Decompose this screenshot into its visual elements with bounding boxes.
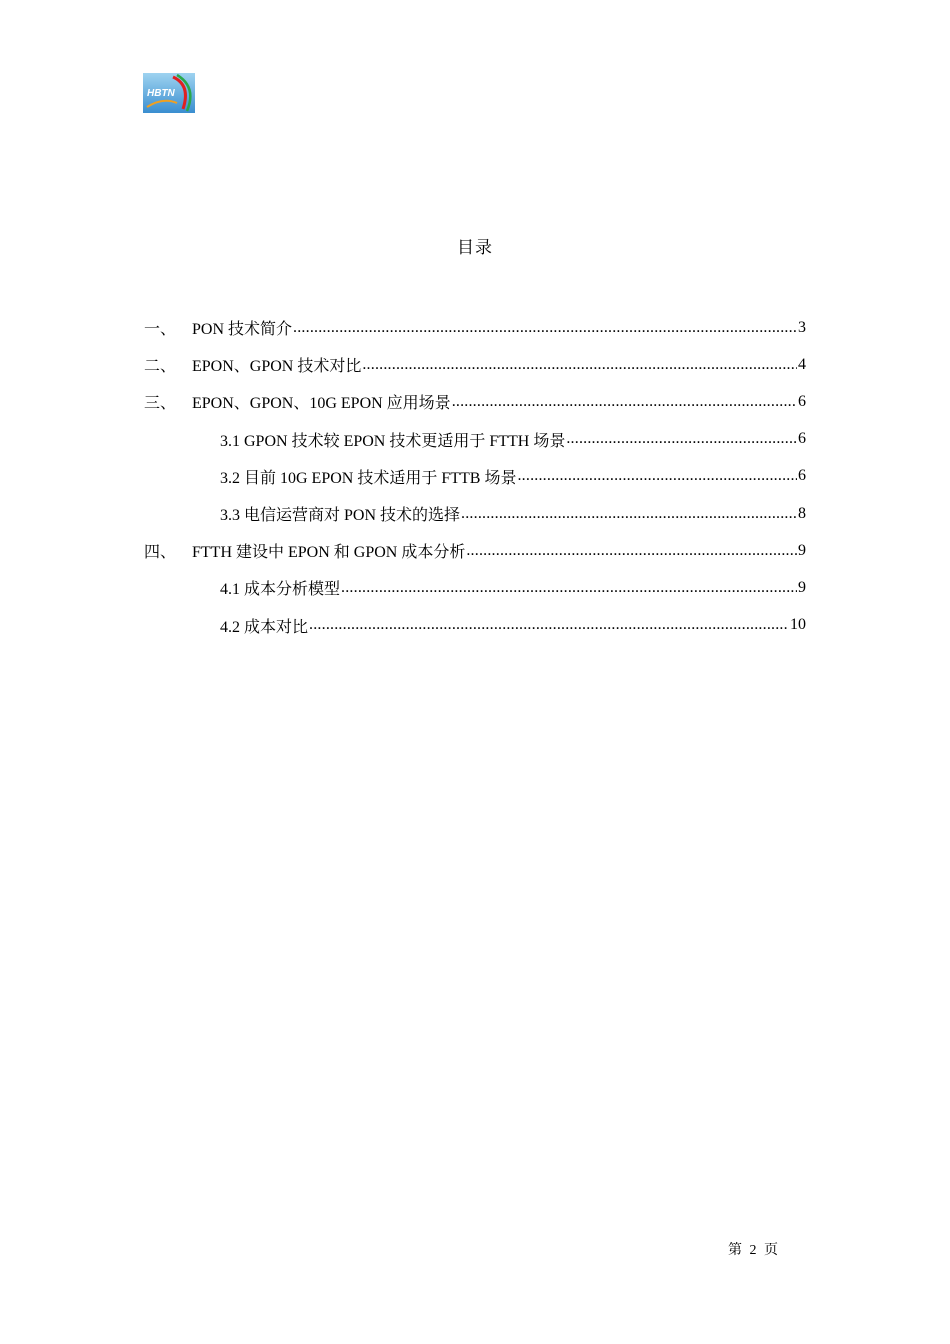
toc-entry-3-2[interactable] [144, 458, 806, 495]
toc-dot-leader [362, 355, 797, 375]
toc-entry-4[interactable] [144, 532, 806, 569]
toc-entry-text: 4.1 成本分析模型 [220, 581, 341, 599]
toc-entry-number: 三、 [144, 395, 177, 413]
toc-entry-text: 3.1 GPON 技术较 EPON 技术更适用于 FTTH 场景 [220, 432, 566, 450]
svg-text:HBTN: HBTN [147, 88, 175, 99]
toc-dot-leader [461, 504, 797, 524]
toc-entry-page: 6 [798, 467, 806, 485]
toc-entry-1[interactable] [144, 309, 806, 346]
toc-entry-4-1[interactable] [144, 569, 806, 606]
toc-dot-leader [466, 541, 797, 561]
toc-dot-leader [293, 318, 797, 338]
toc-dot-leader [566, 429, 797, 449]
toc-entry-2[interactable] [144, 346, 806, 383]
toc-entry-text: 3.3 电信运营商对 PON 技术的选择 [220, 507, 461, 525]
toc-dot-leader [341, 578, 797, 598]
toc-title: 目录 [457, 238, 493, 257]
hbtn-logo [143, 73, 195, 113]
toc-entry-page: 8 [798, 504, 806, 522]
toc-dot-leader [309, 615, 789, 635]
toc-dot-leader [452, 392, 797, 412]
toc-entry-page: 4 [798, 355, 806, 373]
toc-entry-3-1[interactable] [144, 421, 806, 458]
toc-entry-3-3[interactable] [144, 495, 806, 532]
toc-entry-text: EPON、GPON 技术对比 [192, 358, 362, 376]
toc-entry-number: 四、 [144, 544, 177, 562]
toc-entry-number: 二、 [144, 358, 177, 376]
table-of-contents [144, 309, 806, 644]
toc-entry-text: EPON、GPON、10G EPON 应用场景 [192, 395, 451, 413]
toc-entry-page: 6 [798, 392, 806, 410]
toc-entry-3[interactable] [144, 383, 806, 420]
toc-entry-page: 10 [790, 616, 806, 634]
toc-entry-text: FTTH 建设中 EPON 和 GPON 成本分析 [192, 544, 466, 562]
toc-entry-4-2[interactable] [144, 607, 806, 644]
toc-entry-text: 4.2 成本对比 [220, 618, 309, 636]
toc-dot-leader [517, 466, 797, 486]
toc-entry-page: 9 [798, 541, 806, 559]
toc-entry-page: 9 [798, 578, 806, 596]
toc-entry-page: 6 [798, 430, 806, 448]
page-number: 第 2 页 [728, 1243, 778, 1258]
toc-entry-page: 3 [798, 318, 806, 336]
toc-entry-text: 3.2 目前 10G EPON 技术适用于 FTTB 场景 [220, 469, 517, 487]
toc-entry-text: PON 技术简介 [192, 321, 293, 339]
toc-entry-number: 一、 [144, 321, 177, 339]
